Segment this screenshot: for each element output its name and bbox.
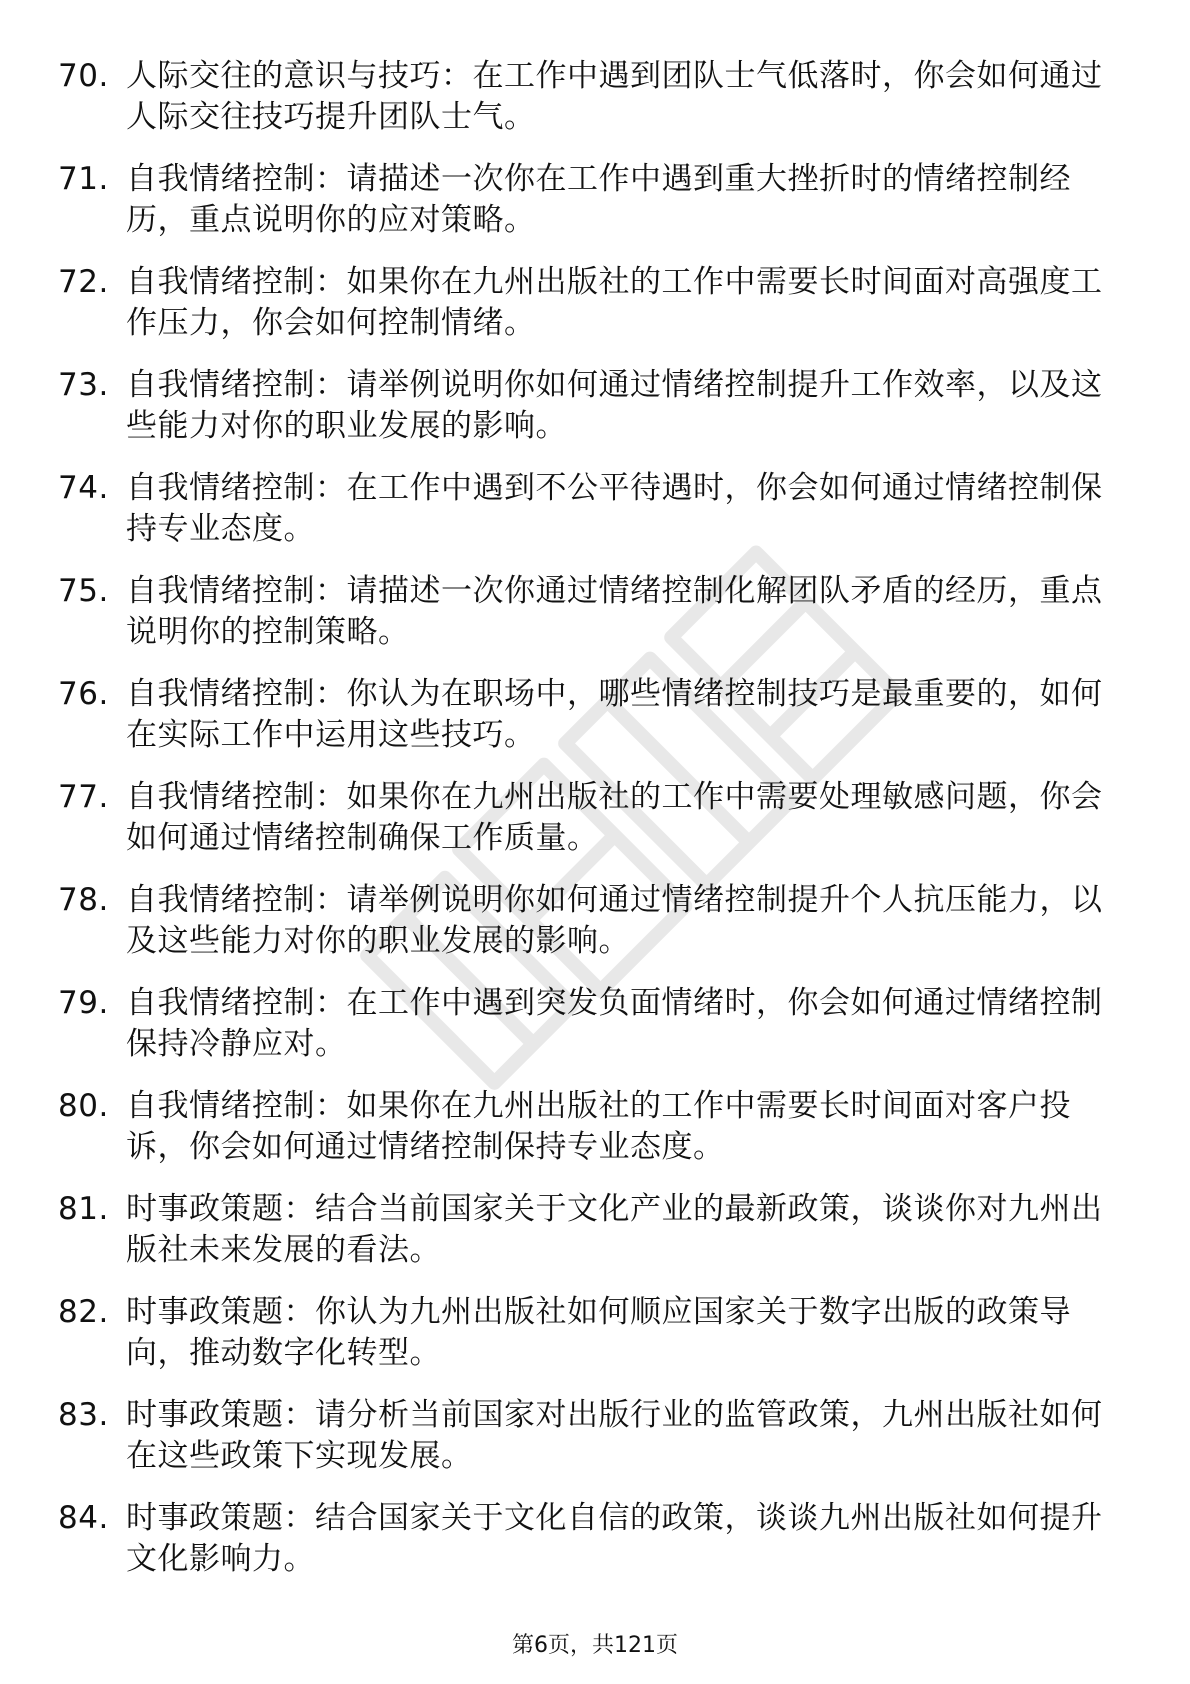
list-item xyxy=(58,159,1118,249)
list-item xyxy=(58,880,1118,970)
list-item xyxy=(58,1395,1118,1485)
question-text: 时事政策题：结合国家关于文化自信的政策，谈谈九州出版社如何提升文化影响力。 xyxy=(126,1500,1103,1577)
question-text: 时事政策题：结合当前国家关于文化产业的最新政策，谈谈你对九州出版社未来发展的看法。 xyxy=(126,1191,1103,1268)
question-text: 时事政策题：请分析当前国家对出版行业的监管政策，九州出版社如何在这些政策下实现发展。 xyxy=(126,1397,1103,1474)
question-text: 自我情绪控制：在工作中遇到不公平待遇时，你会如何通过情绪控制保持专业态度。 xyxy=(126,470,1103,547)
question-text: 自我情绪控制：请举例说明你如何通过情绪控制提升工作效率，以及这些能力对你的职业发展的影响。 xyxy=(126,367,1103,444)
list-item xyxy=(58,674,1118,764)
question-text: 自我情绪控制：请描述一次你在工作中遇到重大挫折时的情绪控制经历，重点说明你的应对策略。 xyxy=(126,161,1071,238)
list-item xyxy=(58,262,1118,352)
question-text: 人际交往的意识与技巧：在工作中遇到团队士气低落时，你会如何通过人际交往技巧提升团队士气。 xyxy=(126,58,1103,135)
question-number: 83. xyxy=(58,1397,109,1433)
list-item xyxy=(58,1086,1118,1176)
question-number: 78. xyxy=(58,882,109,918)
question-number: 70. xyxy=(58,58,109,94)
list-item xyxy=(58,777,1118,867)
list-item xyxy=(58,1189,1118,1279)
list-item xyxy=(58,468,1118,558)
question-text: 自我情绪控制：请描述一次你通过情绪控制化解团队矛盾的经历，重点说明你的控制策略。 xyxy=(126,573,1103,650)
question-text: 自我情绪控制：在工作中遇到突发负面情绪时，你会如何通过情绪控制保持冷静应对。 xyxy=(126,985,1103,1062)
question-number: 71. xyxy=(58,161,109,197)
question-number: 73. xyxy=(58,367,109,403)
question-number: 74. xyxy=(58,470,109,506)
question-number: 81. xyxy=(58,1191,109,1227)
list-item xyxy=(58,56,1118,146)
question-number: 84. xyxy=(58,1500,109,1536)
question-text: 自我情绪控制：请举例说明你如何通过情绪控制提升个人抗压能力，以及这些能力对你的职业发展的影响。 xyxy=(126,882,1103,959)
question-text: 自我情绪控制：如果你在九州出版社的工作中需要长时间面对客户投诉，你会如何通过情绪控制保持专业态度。 xyxy=(126,1088,1071,1165)
question-number: 82. xyxy=(58,1294,109,1330)
question-number: 72. xyxy=(58,264,109,300)
question-number: 79. xyxy=(58,985,109,1021)
question-text: 自我情绪控制：你认为在职场中，哪些情绪控制技巧是最重要的，如何在实际工作中运用这些技巧。 xyxy=(126,676,1103,753)
question-number: 75. xyxy=(58,573,109,609)
question-text: 自我情绪控制：如果你在九州出版社的工作中需要长时间面对高强度工作压力，你会如何控制情绪。 xyxy=(126,264,1103,341)
list-item xyxy=(58,1498,1118,1588)
list-item xyxy=(58,1292,1118,1382)
question-list xyxy=(58,56,1118,1601)
question-number: 77. xyxy=(58,779,109,815)
page-footer xyxy=(0,1632,1190,1660)
question-text: 时事政策题：你认为九州出版社如何顺应国家关于数字出版的政策导向，推动数字化转型。 xyxy=(126,1294,1071,1371)
page-number-label: 第6页，共121页 xyxy=(512,1633,678,1658)
question-number: 76. xyxy=(58,676,109,712)
list-item xyxy=(58,983,1118,1073)
list-item xyxy=(58,571,1118,661)
list-item xyxy=(58,365,1118,455)
question-number: 80. xyxy=(58,1088,109,1124)
question-text: 自我情绪控制：如果你在九州出版社的工作中需要处理敏感问题，你会如何通过情绪控制确保工作质量。 xyxy=(126,779,1103,856)
